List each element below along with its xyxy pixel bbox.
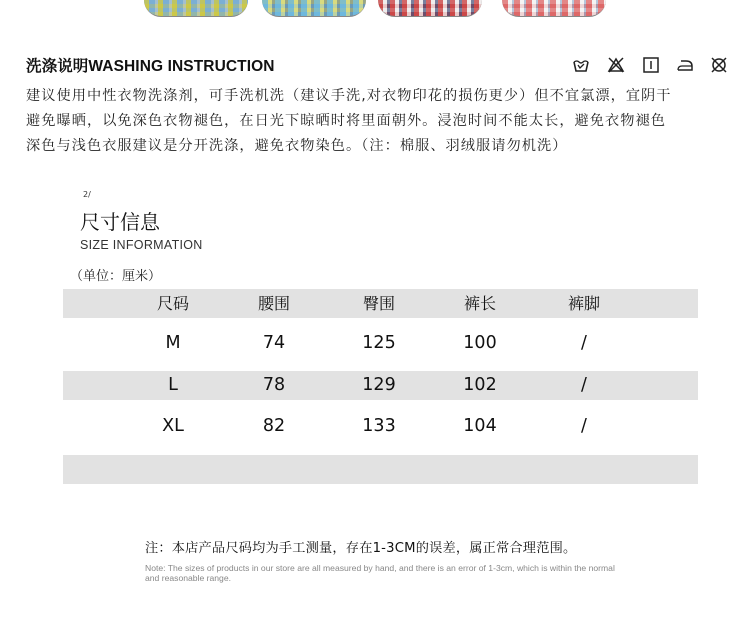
cell-waist: 78 [262, 375, 286, 395]
size-title: 尺寸信息 [80, 210, 160, 234]
cell-size: XL [162, 416, 184, 436]
cell-length: 100 [463, 333, 497, 353]
page-marker: 2/ [83, 190, 91, 199]
cell-waist: 74 [262, 333, 286, 353]
washing-line: 深色与浅色衣服建议是分开洗涤，避免衣物染色。（注：棉服、羽绒服请勿机洗） [26, 138, 568, 154]
washing-title: 洗涤说明WASHING INSTRUCTION [26, 58, 275, 75]
table-row [63, 371, 698, 400]
cell-hem: / [581, 333, 587, 353]
product-image-plaid-pink [502, 0, 606, 17]
cell-hem: / [581, 416, 587, 436]
measurement-note-en: Note: The sizes of products in our store are all measured by hand, and there is an error of 1-3cm, which is within the normal and reasonable range. [145, 563, 615, 583]
header-waist: 腰围 [257, 294, 290, 313]
header-hip: 臀围 [362, 294, 395, 313]
cell-hem: / [581, 375, 587, 395]
cell-length: 102 [463, 375, 497, 395]
hand-wash-icon [572, 56, 590, 74]
product-image-plaid-yellow [144, 0, 248, 17]
table-row [63, 329, 698, 358]
product-image-plaid-red [378, 0, 482, 17]
header-size: 尺码 [156, 294, 189, 313]
no-dry-clean-icon [710, 56, 728, 74]
care-icons [572, 56, 727, 76]
washing-text [26, 84, 726, 159]
unit-label: （单位：厘米） [70, 269, 162, 284]
iron-icon [676, 56, 694, 74]
product-image-plaid-blue [262, 0, 366, 17]
cell-size: M [165, 333, 181, 353]
header-length: 裤长 [463, 294, 496, 313]
cell-waist: 82 [262, 416, 286, 436]
table-header-row [63, 289, 698, 318]
size-subtitle: SIZE INFORMATION [80, 238, 203, 252]
no-bleach-icon [607, 56, 625, 74]
cell-hip: 125 [362, 333, 396, 353]
cell-size: L [168, 375, 178, 395]
washing-line: 避免曝晒，以免深色衣物褪色，在日光下晾晒时将里面朝外。浸泡时间不能太长，避免衣物褪色 [26, 113, 666, 129]
cell-hip: 133 [362, 416, 396, 436]
cell-length: 104 [463, 416, 497, 436]
tumble-dry-icon [642, 56, 660, 74]
table-row [63, 412, 698, 441]
washing-line: 建议使用中性衣物洗涤剂，可手洗机洗（建议手洗,对衣物印花的损伤更少）但不宜氯漂，宜阴干 [26, 88, 672, 104]
table-row-empty [63, 455, 698, 484]
measurement-note: 注：本店产品尺码均为手工测量，存在1-3CM的误差，属正常合理范围。 [145, 541, 577, 556]
header-hem: 裤脚 [567, 294, 600, 313]
cell-hip: 129 [362, 375, 396, 395]
